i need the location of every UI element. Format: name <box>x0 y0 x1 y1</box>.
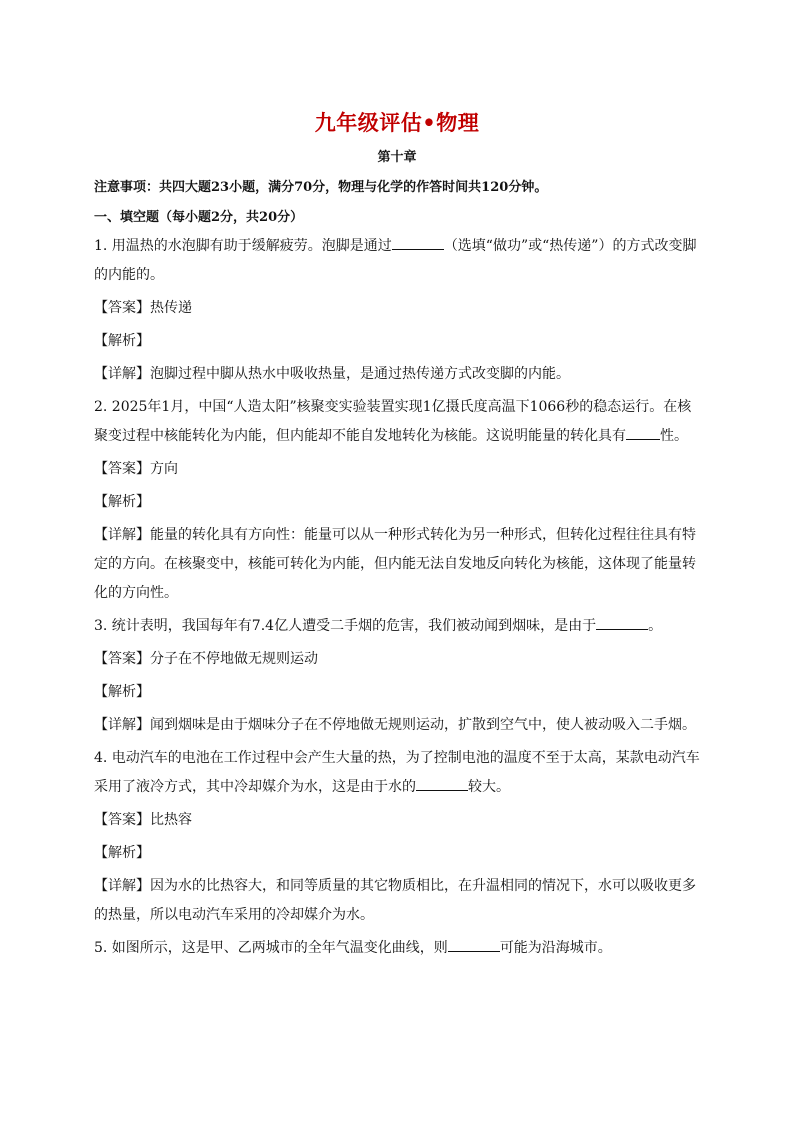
question-1-detail <box>94 360 700 389</box>
question-4-answer <box>94 806 700 835</box>
detail-label: 【详解】 <box>94 717 150 733</box>
detail-text: 因为水的比热容大，和同等质量的其它物质相比，在升温相同的情况下，水可以吸收更多的热量，所以电动汽车采用的冷却媒介为水。 <box>94 878 696 923</box>
question-2-analysis <box>94 488 700 517</box>
exam-notice: 注意事项：共四大题23小题，满分70分，物理与化学的作答时间共120分钟。 <box>94 180 548 195</box>
question-1 <box>94 232 700 290</box>
question-3 <box>94 612 700 641</box>
question-5 <box>94 934 700 963</box>
detail-label: 【详解】 <box>94 878 150 894</box>
question-4 <box>94 744 700 802</box>
analysis-label: 【解析】 <box>94 333 150 349</box>
question-2-answer <box>94 455 700 484</box>
question-1-analysis <box>94 327 700 356</box>
detail-label: 【详解】 <box>94 366 150 382</box>
question-4-analysis <box>94 839 700 868</box>
question-2-stem-after: 性。 <box>660 428 688 444</box>
question-3-answer <box>94 645 700 674</box>
analysis-label: 【解析】 <box>94 684 150 700</box>
answer-label: 【答案】 <box>94 812 150 828</box>
page-title: 九年级评估•物理 <box>314 110 480 135</box>
question-1-stem-before: 1. 用温热的水泡脚有助于缓解疲劳。泡脚是通过 <box>94 238 392 254</box>
answer-text: 热传递 <box>150 300 192 316</box>
answer-blank <box>448 935 500 952</box>
analysis-label: 【解析】 <box>94 845 150 861</box>
question-5-stem-before: 5. 如图所示，这是甲、乙两城市的全年气温变化曲线，则 <box>94 940 448 956</box>
question-3-stem-after: 。 <box>648 618 663 634</box>
question-4-stem-after: 较大。 <box>468 779 510 795</box>
question-4-detail <box>94 872 700 930</box>
detail-text: 泡脚过程中脚从热水中吸收热量，是通过热传递方式改变脚的内能。 <box>150 366 570 382</box>
answer-label: 【答案】 <box>94 651 150 667</box>
question-1-stem-after: （选填“做功”或“热传递”）的方式改变脚的内能的。 <box>94 238 697 283</box>
answer-blank <box>416 774 468 791</box>
detail-label: 【详解】 <box>94 527 150 543</box>
answer-label: 【答案】 <box>94 300 150 316</box>
answer-label: 【答案】 <box>94 461 150 477</box>
question-2-detail <box>94 521 700 608</box>
answer-blank <box>596 613 648 630</box>
question-2-stem-before: 2. 2025年1月，中国“人造太阳”核聚变实验装置实现1亿摄氏度高温下1066秒的稳态运行。在核聚变过程中核能转化为内能，但内能却不能自发地转化为核能。这说明能量的转化具有 <box>94 399 692 444</box>
question-2 <box>94 393 700 451</box>
answer-blank <box>626 423 660 440</box>
detail-text: 闻到烟味是由于烟味分子在不停地做无规则运动，扩散到空气中，使人被动吸入二手烟。 <box>150 717 696 733</box>
answer-blank <box>392 233 444 250</box>
detail-text: 能量的转化具有方向性：能量可以从一种形式转化为另一种形式，但转化过程往往具有特定的方向。在核聚变中，核能可转化为内能，但内能无法自发地反向转化为核能，这体现了能量转化的方向性。 <box>94 527 696 601</box>
chapter-heading: 第十章 <box>377 150 417 165</box>
page-content <box>94 108 700 963</box>
question-4-stem-before: 4. 电动汽车的电池在工作过程中会产生大量的热，为了控制电池的温度不至于太高，某款电动汽车采用了液冷方式，其中冷却媒介为水，这是由于水的 <box>94 750 700 795</box>
answer-text: 方向 <box>150 461 178 477</box>
section-heading-fill-blank: 一、填空题（每小题2分，共20分） <box>94 210 304 225</box>
question-5-stem-after: 可能为沿海城市。 <box>499 940 612 956</box>
question-1-answer <box>94 294 700 323</box>
question-3-analysis <box>94 678 700 707</box>
analysis-label: 【解析】 <box>94 494 150 510</box>
question-3-detail <box>94 711 700 740</box>
answer-text: 分子在不停地做无规则运动 <box>150 651 318 667</box>
answer-text: 比热容 <box>150 812 192 828</box>
question-3-stem-before: 3. 统计表明，我国每年有7.4亿人遭受二手烟的危害，我们被动闻到烟味，是由于 <box>94 618 597 634</box>
